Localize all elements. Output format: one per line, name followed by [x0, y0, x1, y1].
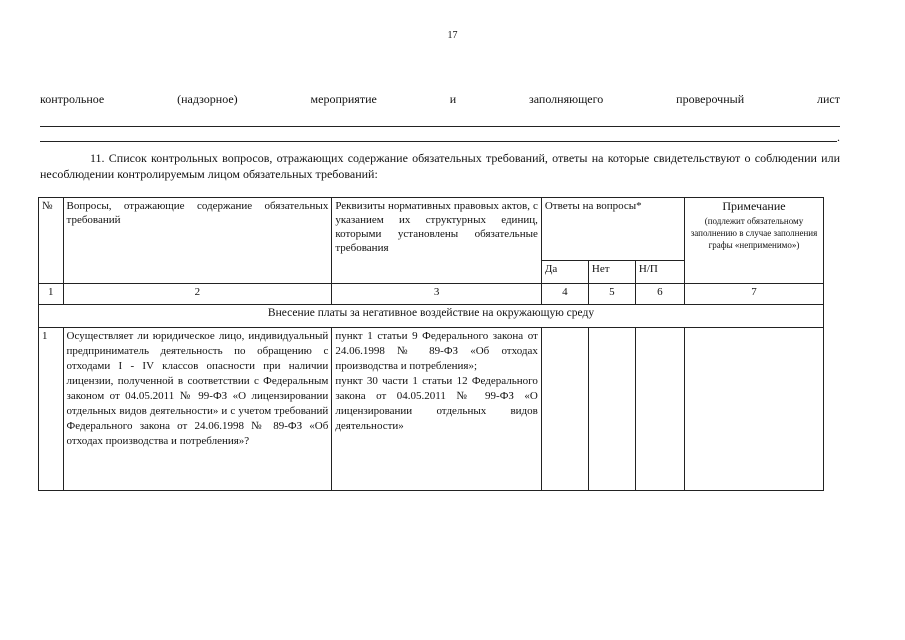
section-row — [39, 305, 824, 328]
answer-yes-cell[interactable] — [541, 328, 588, 491]
header-requisites: Реквизиты нормативных правовых актов, с указанием их структурных единиц, которыми установлены обязательные требования — [332, 198, 542, 284]
column-number: 2 — [63, 284, 332, 305]
intro-paragraph: 11. Список контрольных вопросов, отражающих содержание обязательных требований, ответы на которые свидетельствуют о соблюдении или несоблюдении контролируемым лицом обязательных требований: — [40, 151, 840, 181]
column-number-row — [39, 284, 824, 305]
header-word: мероприятие — [310, 92, 377, 106]
header-word: заполняющего — [529, 92, 604, 106]
column-number: 6 — [635, 284, 684, 305]
page-number: 17 — [447, 30, 458, 41]
header-word: контрольное — [40, 92, 105, 106]
row-requisites — [332, 328, 542, 491]
header-no: № — [39, 198, 64, 284]
table-row — [39, 328, 824, 491]
header-yes: Да — [541, 261, 588, 284]
column-number: 3 — [332, 284, 542, 305]
header-line — [40, 92, 840, 107]
row-question: Осуществляет ли юридическое лицо, индивидуальный предприниматель деятельность по обращению с отходами I - IV классов опасности при наличии лицензии, полученной в соответствии с Федеральным законом от 04.05.2011 № 99-ФЗ «О лицензировании отдельных видов деятельности» и с учетом требований Федерального закона от 24.06.1998 № 89-ФЗ «Об отходах производства и потребления»? — [63, 328, 332, 491]
row-requisite: пункт 1 статьи 9 Федерального закона от 24.06.1998 № 89-ФЗ «Об отходах производства и потребления»; — [335, 330, 538, 372]
column-number: 5 — [588, 284, 635, 305]
header-word: (надзорное) — [177, 92, 238, 106]
fill-in-line — [40, 126, 840, 127]
header-no-answer: Нет — [588, 261, 635, 284]
header-questions: Вопросы, отражающие содержание обязательных требований — [63, 198, 332, 284]
row-requisite: пункт 30 части 1 статьи 12 Федерального закона от 04.05.2011 № 99-ФЗ «О лицензировании отдельных видов деятельности» — [335, 375, 538, 432]
header-answers: Ответы на вопросы* — [541, 198, 684, 261]
fill-in-line-period: . — [837, 130, 840, 144]
column-number: 7 — [684, 284, 823, 305]
header-word: проверочный — [676, 92, 745, 106]
note-cell[interactable] — [684, 328, 823, 491]
answer-na-cell[interactable] — [635, 328, 684, 491]
row-number: 1 — [39, 328, 64, 491]
header-note — [684, 198, 823, 284]
header-word: и — [449, 92, 457, 106]
section-title: Внесение платы за негативное воздействие на окружающую среду — [39, 305, 824, 328]
header-note-title: Примечание — [722, 199, 786, 213]
column-number: 4 — [541, 284, 588, 305]
column-number: 1 — [39, 284, 64, 305]
header-word: лист — [817, 92, 840, 106]
answer-no-cell[interactable] — [588, 328, 635, 491]
header-na: Н/П — [635, 261, 684, 284]
fill-in-line — [40, 141, 837, 142]
table-header-row — [39, 198, 824, 261]
checklist-table — [38, 197, 824, 491]
header-note-subtitle: (подлежит обязательному заполнению в случае заполнения графы «неприменимо») — [690, 216, 818, 250]
